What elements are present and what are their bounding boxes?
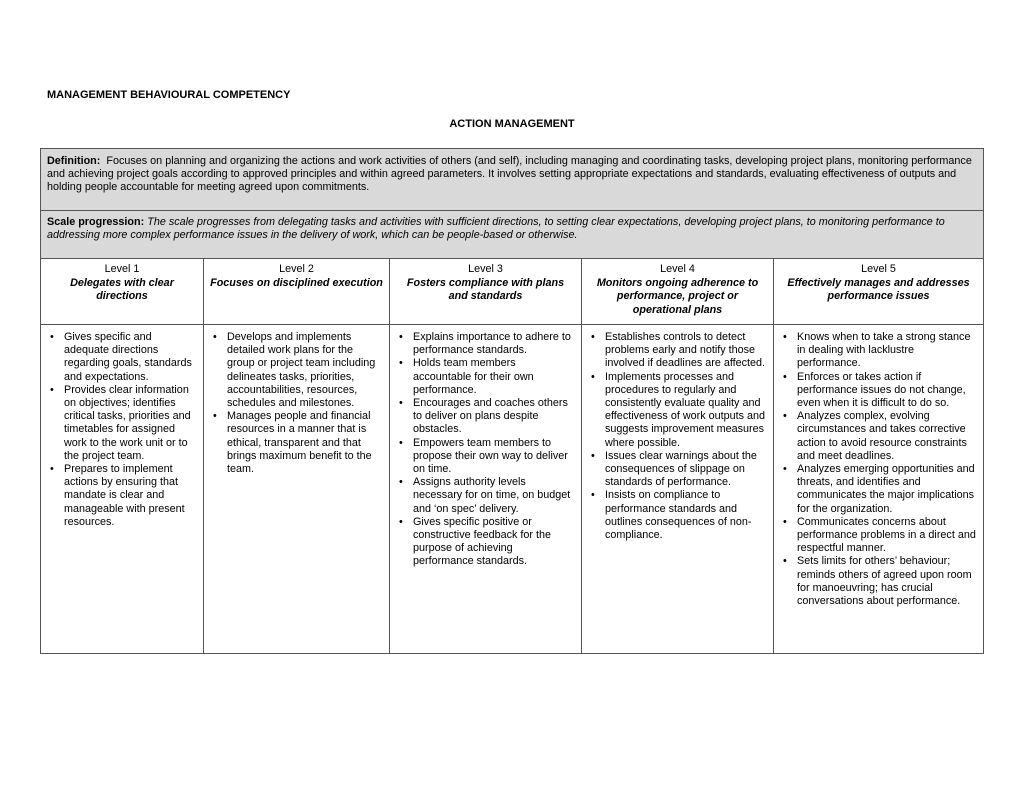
list-item: • Gives specific positive or constructive feedback for the purpose of achieving performance standards.: [413, 516, 575, 569]
behaviour-list: [394, 331, 575, 569]
scale-row: [41, 211, 984, 259]
definition-label: Definition:: [47, 155, 101, 167]
definition-row: [41, 149, 984, 211]
competency-title: ACTION MANAGEMENT: [449, 118, 575, 130]
list-item: • Holds team members accountable for their own performance.: [413, 357, 575, 397]
scale-label: Scale progression:: [47, 216, 145, 228]
list-item: • Analyzes complex, evolving circumstances and takes corrective action to avoid resource constraints and meet deadlines.: [797, 410, 977, 463]
level-3-behaviours: [390, 325, 582, 654]
level-2-behaviours: [204, 325, 390, 654]
document-title: MANAGEMENT BEHAVIOURAL COMPETENCY: [47, 89, 291, 101]
level-4-behaviours: [582, 325, 774, 654]
behaviour-list: [45, 331, 197, 529]
list-item: • Sets limits for others’ behaviour; reminds others of agreed upon room for manoeuvring; has crucial conversations about performance.: [797, 555, 977, 608]
list-item: • Gives specific and adequate directions regarding goals, standards and expectations.: [64, 331, 197, 384]
list-item: • Empowers team members to propose their own way to deliver on time.: [413, 437, 575, 477]
level-number: Level 4: [660, 263, 695, 275]
level-1-header: [41, 259, 204, 325]
list-item: • Prepares to implement actions by ensuring that mandate is clear and manageable with present resources.: [64, 463, 197, 529]
scale-text: The scale progresses from delegating tasks and activities with sufficient directions, to setting clear expectations, developing project plans, to monitoring performance to addressing more complex performance issues in the delivery of work, which can be people-based or otherwise.: [47, 216, 945, 242]
definition-cell: [41, 149, 984, 211]
behaviour-list: [778, 331, 977, 608]
level-number: Level 1: [104, 263, 140, 275]
list-item: • Enforces or takes action if performance issues do not change, even when it is difficult to do so.: [797, 371, 977, 411]
definition-text: Focuses on planning and organizing the actions and work activities of others (and self), including managing and coordinating tasks, developing project plans, monitoring performance and achieving project goals according to approved principles and within agreed parameters. It involves setting appropriate expectations and standards, evaluating effectiveness of outputs and holding people accountable for meeting agreed upon commitments.: [47, 155, 972, 194]
behaviour-list: [208, 331, 383, 476]
list-item: • Establishes controls to detect problems early and notify those involved if deadlines are affected.: [605, 331, 767, 371]
list-item: • Communicates concerns about performance problems in a direct and respectful manner.: [797, 516, 977, 556]
list-item: • Knows when to take a strong stance in dealing with lacklustre performance.: [797, 331, 977, 371]
list-item: • Implements processes and procedures to regularly and consistently evaluate quality and effectiveness of work outputs and suggests improvement measures where possible.: [605, 371, 767, 450]
level-number: Level 3: [468, 263, 503, 275]
level-3-header: [390, 259, 582, 325]
level-1-behaviours: [41, 325, 204, 654]
level-title: Focuses on disciplined execution: [210, 277, 383, 290]
list-item: • Insists on compliance to performance standards and outlines consequences of non-compliance.: [605, 489, 767, 542]
level-title: Delegates with clear directions: [70, 277, 174, 303]
list-item: • Explains importance to adhere to performance standards.: [413, 331, 575, 357]
level-number: Level 5: [861, 263, 896, 275]
level-5-header: [774, 259, 984, 325]
level-header-row: [41, 259, 984, 325]
level-title: Fosters compliance with plans and standards: [406, 277, 565, 303]
level-title: Effectively manages and addresses performance issues: [787, 277, 970, 303]
level-title: Monitors ongoing adherence to performance, project or operational plans: [596, 277, 759, 316]
scale-cell: [41, 211, 984, 259]
list-item: • Develops and implements detailed work plans for the group or project team including delineates tasks, priorities, accountabilities, resources, schedules and milestones.: [227, 331, 383, 410]
list-item: • Provides clear information on objectives; identifies critical tasks, priorities and timetables for assigned work to the work unit or to the project team.: [64, 384, 197, 463]
list-item: • Manages people and financial resources in a manner that is ethical, transparent and that brings maximum benefit to the team.: [227, 410, 383, 476]
list-item: • Issues clear warnings about the consequences of slippage on standards of performance.: [605, 450, 767, 490]
behaviour-list: [586, 331, 767, 542]
list-item: • Analyzes emerging opportunities and threats, and identifies and communicates the major implications for the organization.: [797, 463, 977, 516]
competency-table: [40, 148, 984, 654]
behaviour-row: [41, 325, 984, 654]
level-2-header: [204, 259, 390, 325]
level-5-behaviours: [774, 325, 984, 654]
list-item: • Encourages and coaches others to deliver on plans despite obstacles.: [413, 397, 575, 437]
level-4-header: [582, 259, 774, 325]
list-item: • Assigns authority levels necessary for on time, on budget and ‘on spec’ delivery.: [413, 476, 575, 516]
level-number: Level 2: [279, 263, 314, 275]
